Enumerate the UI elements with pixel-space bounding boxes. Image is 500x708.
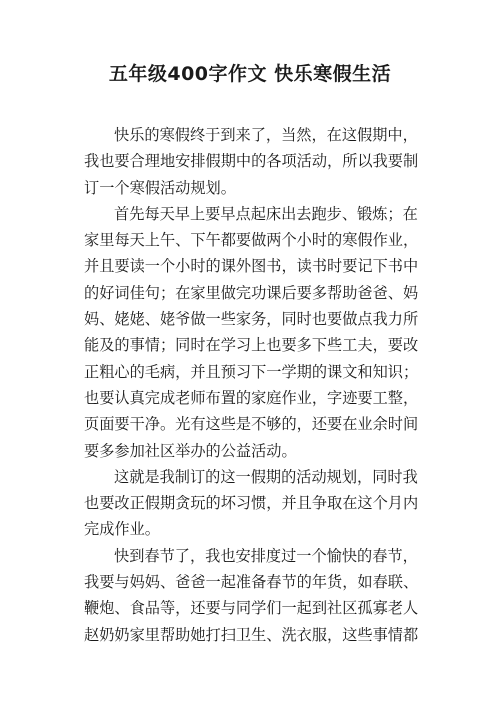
paragraph-line: 也要改正假期贪玩的坏习惯，并且争取在这个月内: [84, 494, 419, 513]
paragraph-line: 这就是我制订的这一假期的活动规划，同时我: [114, 467, 418, 486]
document-body: [84, 122, 420, 648]
paragraph-line: 妈、姥姥、姥爷做一些家务，同时也要做点我力所: [84, 310, 419, 329]
paragraph-line: 能及的事情；同时在学习上也要多下些工夫，要改: [84, 336, 419, 355]
paragraph-line: 我要与妈妈、爸爸一起准备春节的年货，如春联、: [84, 573, 419, 592]
paragraph-line: 家里每天上午、下午都要做两个小时的寒假作业，: [84, 231, 419, 250]
paragraph-line: 正粗心的毛病，并且预习下一学期的课文和知识；: [84, 362, 419, 381]
paragraph-line: 首先每天早上要早点起床出去跑步、锻炼；在: [114, 204, 418, 223]
paragraph-line: 的好词佳句；在家里做完功课后要多帮助爸爸、妈: [84, 283, 419, 302]
paragraph-line: 鞭炮、食品等，还要与同学们一起到社区孤寡老人: [84, 599, 419, 618]
paragraph-line: 要多参加社区举办的公益活动。: [84, 441, 297, 460]
paragraph-line: 完成作业。: [84, 520, 160, 539]
paragraph-2: [84, 201, 420, 464]
paragraph-3: [84, 464, 420, 543]
paragraph-line: 快到春节了，我也安排度过一个愉快的春节，: [114, 546, 418, 565]
paragraph-4: [84, 543, 420, 648]
paragraph-line: 快乐的寒假终于到来了，当然，在这假期中，: [114, 126, 418, 144]
paragraph-line: 也要认真完成老师布置的家庭作业，字迹要工整，: [84, 388, 419, 407]
paragraph-line: 我也要合理地安排假期中的各项活动，所以我要制: [84, 152, 419, 171]
paragraph-line: 赵奶奶家里帮助她打扫卫生、洗衣服，这些事情都: [84, 625, 419, 644]
paragraph-line: 并且要读一个小时的课外图书，读书时要记下书中: [84, 257, 419, 276]
document-title: 五年级400字作文 快乐寒假生活: [108, 63, 392, 85]
paragraph-line: 订一个寒假活动规划。: [84, 178, 236, 197]
paragraph-1: [84, 122, 420, 201]
paragraph-line: 页面要干净。光有这些是不够的，还要在业余时间: [84, 415, 419, 434]
